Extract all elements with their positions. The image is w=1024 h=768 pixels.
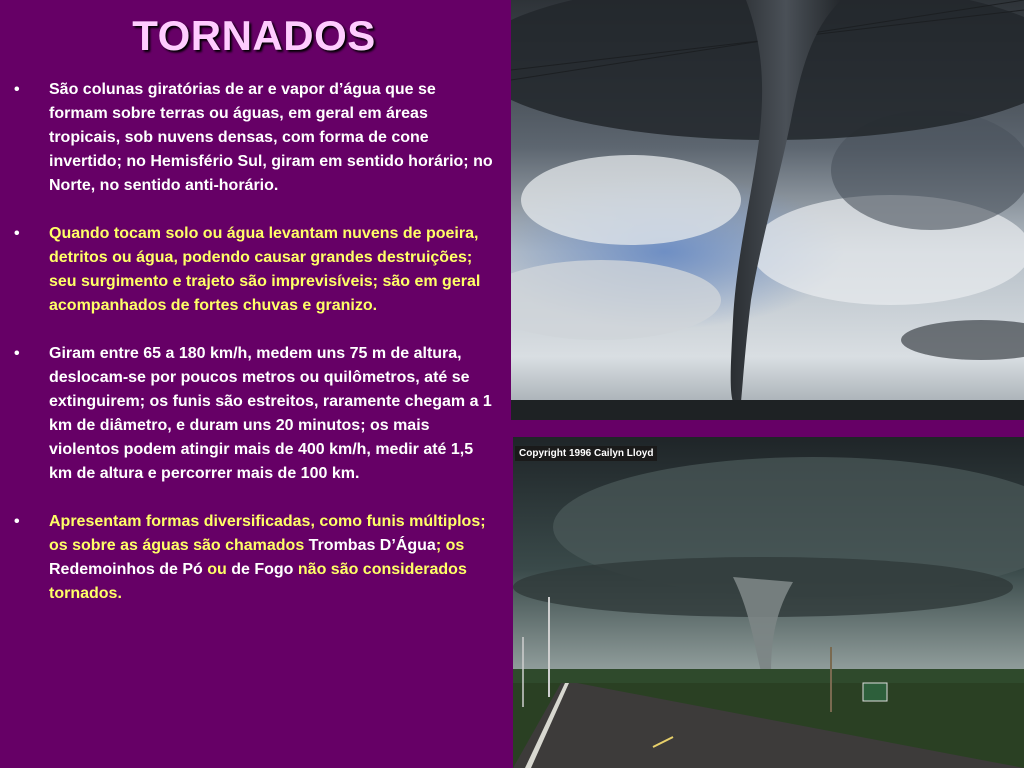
tornado-photo-bottom xyxy=(513,437,1024,768)
bullet-text: São colunas giratórias de ar e vapor d’água que se formam sobre terras ou águas, em geral em áreas tropicais, sob nuvens densas, com forma de cone invertido; no Hemisfério Sul, giram em sentido horário; no Norte, no sentido anti-horário. xyxy=(49,81,493,194)
bullet-text: Quando tocam solo ou água levantam nuvens de poeira, detritos ou água, podendo causar grandes destruições; seu surgimento e trajeto são imprevisíveis; são em geral acompanhados de fortes chuvas e granizo. xyxy=(49,225,481,314)
bullet-text-segment: Redemoinhos de Pó xyxy=(49,561,203,578)
bullet-text-segment: não são considerados tornados. xyxy=(49,561,467,602)
tornado-road-image xyxy=(513,437,1024,768)
bullet-text-segment: ou xyxy=(202,561,232,578)
bullet-text-segment: Trombas D’Água xyxy=(308,537,436,554)
bullet-item-3 xyxy=(14,342,494,486)
slide-title: TORNADOS xyxy=(132,12,376,59)
tornado-photo-top xyxy=(511,0,1024,420)
bullet-marker: • xyxy=(14,345,20,362)
bullet-text-segment: Apresentam formas diversificadas, como funis múltiplos; os sobre as águas são chamados xyxy=(49,513,486,554)
bullet-item-4 xyxy=(14,510,494,606)
bullet-marker: • xyxy=(14,225,20,242)
bullet-text: Giram entre 65 a 180 km/h, medem uns 75 m de altura, deslocam-se por poucos metros ou quilômetros, até se extinguirem; os funis são estreitos, raramente chegam a 1 km de diâmetro, e duram uns 20 minutos; os mais violentos podem atingir mais de 400 km/h, medir até 1,5 km de altura e percorrer mais de 100 km. xyxy=(49,345,492,482)
photo-copyright-caption: Copyright 1996 Cailyn Lloyd xyxy=(515,446,657,461)
bullet-marker: • xyxy=(14,513,20,530)
bullet-text-segment: ; os xyxy=(435,537,465,554)
bullet-marker: • xyxy=(14,81,20,98)
bullet-item-2 xyxy=(14,222,494,318)
bullet-item-1 xyxy=(14,78,494,198)
tornado-funnel-image xyxy=(511,0,1024,420)
bullet-text-segment: de Fogo xyxy=(231,561,294,578)
bullet-list xyxy=(14,78,494,630)
